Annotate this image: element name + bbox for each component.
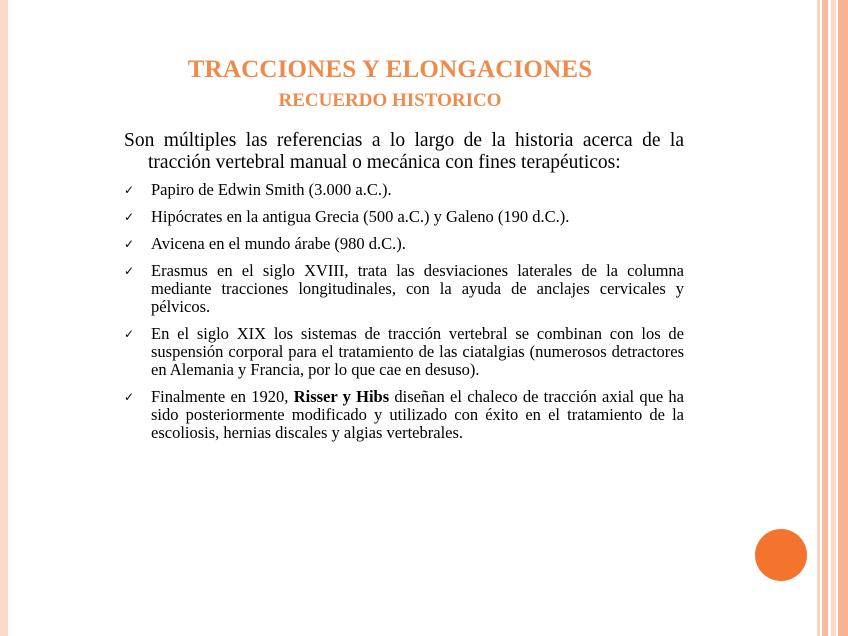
list-item (124, 388, 684, 442)
intro-paragraph: Son múltiples las referencias a lo largo de la historia acerca de la tracción vertebral manual o mecánica con fines terapéuticos: (124, 130, 684, 173)
decorative-circle (755, 529, 807, 581)
check-mark-icon: ✓ (124, 264, 135, 278)
slide-content (124, 130, 684, 451)
check-mark-icon: ✓ (124, 327, 135, 341)
stripe (817, 0, 820, 636)
stripe (838, 0, 848, 636)
list-item-text: Finalmente en 1920, Risser y Hibs diseñan el chaleco de tracción axial que ha sido posteriormente modificado y utilizado con éxito en el tratamiento de la escoliosis, hernias discales y algias vertebrales. (151, 387, 685, 442)
check-mark-icon: ✓ (124, 210, 135, 224)
list-item-text: En el siglo XIX los sistemas de tracción vertebral se combinan con los de suspensión corporal para el tratamiento de las ciatalgias (numerosos detractores en Alemania y Francia, por lo que cae en desuso). (151, 324, 684, 379)
list-item (124, 325, 684, 379)
check-mark-icon: ✓ (124, 390, 135, 404)
stripe (822, 0, 828, 636)
list-item-text: Hipócrates en la antigua Grecia (500 a.C.) y Galeno (190 d.C.). (151, 207, 570, 226)
authors-bold: Risser y Hibs (293, 387, 390, 406)
right-stripes (816, 0, 848, 636)
stripe (831, 0, 836, 636)
list-item-text: Papiro de Edwin Smith (3.000 a.C.). (151, 180, 392, 199)
bullet-list (124, 181, 684, 442)
check-mark-icon: ✓ (124, 183, 135, 197)
check-mark-icon: ✓ (124, 237, 135, 251)
slide-title: TRACCIONES Y ELONGACIONES (187, 56, 593, 83)
list-item (124, 262, 684, 316)
list-item-text: Erasmus en el siglo XVIII, trata las desviaciones laterales de la columna mediante tracciones longitudinales, con la ayuda de anclajes cervicales y pélvicos. (151, 261, 684, 316)
list-item-text: Avicena en el mundo árabe (980 d.C.). (151, 234, 406, 253)
list-item (124, 208, 684, 226)
list-item (124, 181, 684, 199)
list-item (124, 235, 684, 253)
slide-subtitle: RECUERDO HISTORICO (278, 90, 502, 111)
